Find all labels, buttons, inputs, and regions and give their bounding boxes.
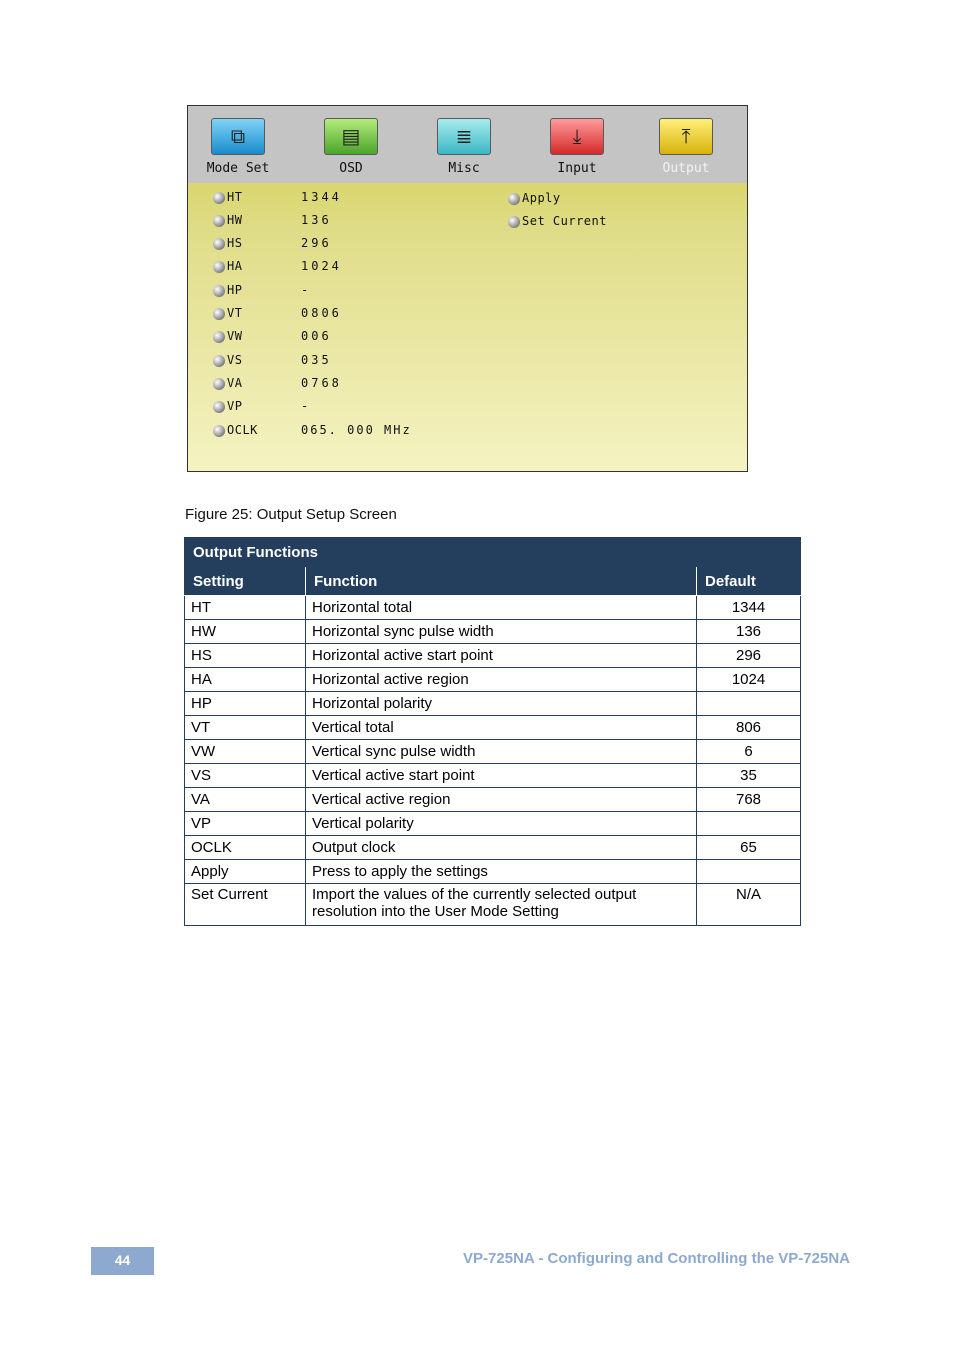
tab-output[interactable]	[636, 106, 736, 183]
function-cell: Horizontal active region	[306, 668, 697, 692]
setting-cell: VS	[185, 764, 306, 788]
table-row	[185, 668, 801, 692]
setting-cell: Set Current	[185, 884, 306, 926]
function-cell: Import the values of the currently selected output resolution into the User Mode Setting	[306, 884, 697, 926]
output-functions-table	[184, 537, 801, 926]
osd-param-value: -	[301, 283, 312, 297]
default-cell: 35	[697, 764, 801, 788]
bullet-icon	[213, 401, 225, 413]
osd-param-value: 1024	[301, 259, 342, 273]
tab-mode-set[interactable]	[188, 106, 288, 183]
setting-cell: VW	[185, 740, 306, 764]
osd-param-label: VW	[227, 329, 243, 343]
osd-param-label: VA	[227, 376, 243, 390]
osd-param-value: 136	[301, 213, 332, 227]
osd-param-label: VP	[227, 399, 243, 413]
osd-param-ht[interactable]	[213, 189, 463, 209]
bullet-icon	[213, 308, 225, 320]
function-cell: Vertical sync pulse width	[306, 740, 697, 764]
output-icon: ⤒	[659, 118, 713, 155]
bullet-icon	[213, 238, 225, 250]
bullet-icon	[213, 425, 225, 437]
figure-caption: Figure 25: Output Setup Screen	[185, 506, 397, 523]
setting-cell: VT	[185, 716, 306, 740]
tab-osd[interactable]	[301, 106, 401, 183]
osd-param-vp[interactable]	[213, 398, 463, 418]
table-row	[185, 836, 801, 860]
default-cell: 1344	[697, 596, 801, 620]
tab-label: Misc	[448, 161, 480, 176]
apply-button[interactable]	[508, 190, 628, 210]
osd-param-label: VT	[227, 306, 243, 320]
default-cell: N/A	[697, 884, 801, 926]
osd-param-vt[interactable]	[213, 305, 463, 325]
default-cell	[697, 860, 801, 884]
table-row	[185, 812, 801, 836]
setting-cell: HW	[185, 620, 306, 644]
default-cell	[697, 812, 801, 836]
tab-misc[interactable]	[414, 106, 514, 183]
column-header-setting: Setting	[185, 567, 306, 596]
osd-param-value: 296	[301, 236, 332, 250]
osd-param-oclk[interactable]	[213, 422, 493, 442]
table-row	[185, 620, 801, 644]
misc-icon: ≣	[437, 118, 491, 155]
bullet-icon	[508, 193, 520, 205]
bullet-icon	[213, 331, 225, 343]
function-cell: Press to apply the settings	[306, 860, 697, 884]
osd-tab-bar	[188, 106, 747, 183]
column-header-default: Default	[697, 567, 801, 596]
osd-param-hw[interactable]	[213, 212, 463, 232]
setting-cell: OCLK	[185, 836, 306, 860]
tab-label: Output	[662, 161, 710, 176]
table-title: Output Functions	[185, 538, 801, 567]
set-current-button[interactable]	[508, 213, 628, 233]
bullet-icon	[213, 192, 225, 204]
osd-param-ha[interactable]	[213, 258, 463, 278]
function-cell: Horizontal polarity	[306, 692, 697, 716]
osd-param-vs[interactable]	[213, 352, 463, 372]
function-cell: Vertical total	[306, 716, 697, 740]
osd-param-vw[interactable]	[213, 328, 463, 348]
setting-cell: Apply	[185, 860, 306, 884]
table-row	[185, 884, 801, 926]
osd-param-value: 065. 000 MHz	[301, 423, 412, 437]
bullet-icon	[508, 216, 520, 228]
default-cell: 1024	[697, 668, 801, 692]
column-header-function: Function	[306, 567, 697, 596]
setting-cell: VP	[185, 812, 306, 836]
osd-param-hp[interactable]	[213, 282, 463, 302]
function-cell: Vertical polarity	[306, 812, 697, 836]
bullet-icon	[213, 355, 225, 367]
function-cell: Horizontal total	[306, 596, 697, 620]
function-cell: Vertical active region	[306, 788, 697, 812]
default-cell: 296	[697, 644, 801, 668]
bullet-icon	[213, 215, 225, 227]
bullet-icon	[213, 285, 225, 297]
osd-param-label: HW	[227, 213, 243, 227]
output-setup-osd-screen	[187, 105, 748, 472]
table-row	[185, 860, 801, 884]
setting-cell: HS	[185, 644, 306, 668]
bullet-icon	[213, 378, 225, 390]
osd-param-label: HT	[227, 190, 243, 204]
table-row	[185, 716, 801, 740]
osd-param-label: HA	[227, 259, 243, 273]
running-footer-title: VP-725NA - Configuring and Controlling the VP-725NA	[463, 1250, 850, 1267]
setting-cell: HP	[185, 692, 306, 716]
setting-cell: HA	[185, 668, 306, 692]
apply-button-label: Apply	[522, 191, 561, 205]
osd-param-label: VS	[227, 353, 243, 367]
osd-param-value: 0768	[301, 376, 342, 390]
setting-cell: HT	[185, 596, 306, 620]
default-cell: 65	[697, 836, 801, 860]
page-number: 44	[91, 1247, 154, 1275]
function-cell: Vertical active start point	[306, 764, 697, 788]
tab-label: OSD	[339, 161, 363, 176]
osd-param-label: HP	[227, 283, 243, 297]
osd-param-value: 006	[301, 329, 332, 343]
tab-label: Mode Set	[206, 161, 270, 176]
osd-param-label: OCLK	[227, 423, 258, 437]
bullet-icon	[213, 261, 225, 273]
setting-cell: VA	[185, 788, 306, 812]
osd-param-va[interactable]	[213, 375, 463, 395]
table-row	[185, 596, 801, 620]
default-cell: 136	[697, 620, 801, 644]
default-cell	[697, 692, 801, 716]
function-cell: Output clock	[306, 836, 697, 860]
function-cell: Horizontal active start point	[306, 644, 697, 668]
tab-input[interactable]	[527, 106, 627, 183]
mode-set-icon: ⧉	[211, 118, 265, 155]
osd-param-value: 1344	[301, 190, 342, 204]
table-row	[185, 644, 801, 668]
osd-param-label: HS	[227, 236, 243, 250]
osd-icon: ▤	[324, 118, 378, 155]
osd-param-value: -	[301, 399, 312, 413]
table-row	[185, 740, 801, 764]
table-row	[185, 764, 801, 788]
default-cell: 6	[697, 740, 801, 764]
default-cell: 806	[697, 716, 801, 740]
osd-param-hs[interactable]	[213, 235, 463, 255]
table-row	[185, 692, 801, 716]
tab-label: Input	[557, 161, 597, 176]
input-icon: ⤓	[550, 118, 604, 155]
osd-param-value: 035	[301, 353, 332, 367]
osd-param-value: 0806	[301, 306, 342, 320]
table-row	[185, 788, 801, 812]
default-cell: 768	[697, 788, 801, 812]
set-current-button-label: Set Current	[522, 214, 607, 228]
function-cell: Horizontal sync pulse width	[306, 620, 697, 644]
